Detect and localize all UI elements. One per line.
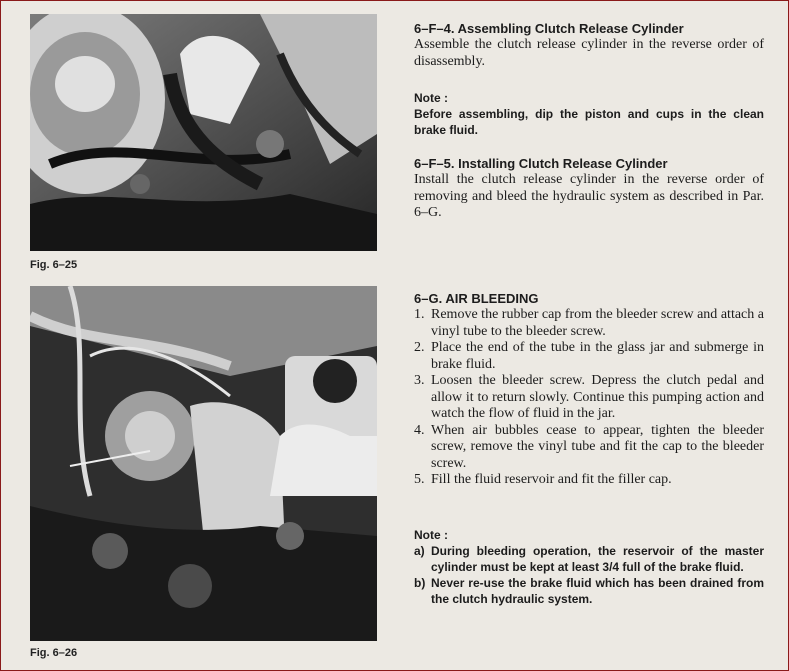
note-bleeding-items bbox=[414, 543, 764, 607]
note-item-marker: a) bbox=[414, 544, 425, 558]
note-item-text: Never re-use the brake fluid which has been drained from the clutch hydraulic system. bbox=[431, 576, 764, 606]
section-6f5 bbox=[414, 156, 764, 222]
step-number: 1. bbox=[414, 307, 425, 322]
note-item-marker: b) bbox=[414, 576, 426, 590]
section-6g bbox=[414, 291, 764, 489]
step-number: 5. bbox=[414, 472, 425, 487]
step-text: Place the end of the tube in the glass jar and submerge in brake fluid. bbox=[431, 340, 764, 372]
figure-6-26-caption: Fig. 6–26 bbox=[30, 647, 78, 659]
section-6f5-heading: 6–F–5. Installing Clutch Release Cylinder bbox=[414, 156, 668, 171]
note-bleeding bbox=[414, 527, 764, 607]
section-6f5-body: Install the clutch release cylinder in the reverse order of removing and bleed the hydraulic system as described in Par. 6–G. bbox=[414, 172, 764, 220]
note-bleeding-label: Note : bbox=[414, 528, 448, 542]
step-item bbox=[414, 472, 764, 489]
step-number: 2. bbox=[414, 340, 425, 355]
note-item-text: During bleeding operation, the reservoir of the master cylinder must be kept at least 3/4 full of the brake fluid. bbox=[431, 544, 764, 574]
note-assembling-label: Note : bbox=[414, 91, 448, 105]
note-assembling-text: Before assembling, dip the piston and cups in the clean brake fluid. bbox=[414, 107, 764, 137]
step-text: Loosen the bleeder screw. Depress the clutch pedal and allow it to return slowly. Continue this pumping action and watch the flow of fluid in the jar. bbox=[431, 373, 764, 421]
note-item bbox=[414, 543, 764, 575]
figure-6-25-caption: Fig. 6–25 bbox=[30, 259, 78, 271]
step-item bbox=[414, 373, 764, 423]
note-item bbox=[414, 575, 764, 607]
step-item bbox=[414, 307, 764, 340]
engine-bay-image bbox=[30, 14, 377, 251]
step-text: When air bubbles cease to appear, tighten the bleeder screw, remove the vinyl tube and fit the cap to the bleeder screw. bbox=[431, 422, 764, 471]
section-6f4-heading: 6–F–4. Assembling Clutch Release Cylinder bbox=[414, 21, 684, 36]
note-assembling bbox=[414, 90, 764, 138]
section-6f4 bbox=[414, 21, 764, 70]
air-bleeding-steps bbox=[414, 307, 764, 489]
bleeding-procedure-image bbox=[30, 286, 377, 641]
step-item bbox=[414, 423, 764, 473]
section-6f4-body: Assemble the clutch release cylinder in the reverse order of disassembly. bbox=[414, 37, 764, 69]
step-text: Fill the fluid reservoir and fit the filler cap. bbox=[431, 472, 672, 487]
step-text: Remove the rubber cap from the bleeder screw and attach a vinyl tube to the bleeder screw. bbox=[431, 307, 764, 339]
step-number: 3. bbox=[414, 373, 425, 388]
figure-6-25-photo bbox=[30, 14, 377, 251]
figure-6-26-photo bbox=[30, 286, 377, 641]
step-item bbox=[414, 340, 764, 373]
step-number: 4. bbox=[414, 422, 425, 438]
section-6g-heading: 6–G. AIR BLEEDING bbox=[414, 291, 539, 306]
